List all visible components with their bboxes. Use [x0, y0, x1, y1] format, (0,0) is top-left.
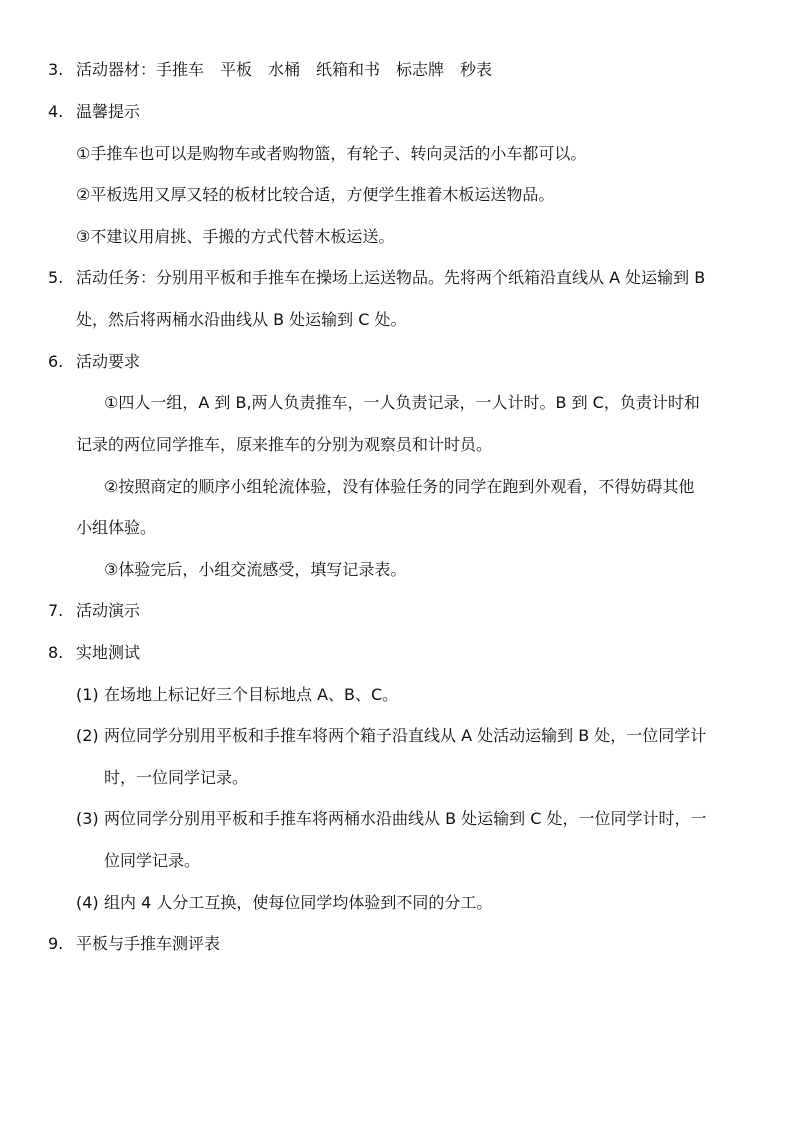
list-number: 9. — [48, 934, 64, 953]
sub-list-text-continued: 时，一位同学记录。 — [104, 768, 249, 787]
list-item-text: 活动任务：分别用平板和手推车在操场上运送物品。先将两个纸箱沿直线从 A 处运输到 B — [76, 268, 706, 287]
sub-list-text: 在场地上标记好三个目标地点 A、B、C。 — [104, 685, 399, 704]
sub-list-number: (1) — [76, 685, 99, 704]
requirement-text-continued: 小组体验。 — [76, 518, 157, 537]
requirement-text: ②按照商定的顺序小组轮流体验，没有体验任务的同学在跑到外观看，不得妨碍其他 — [104, 477, 695, 496]
list-item-text: 温馨提示 — [76, 102, 141, 121]
tip-text: ③不建议用肩挑、手搬的方式代替木板运送。 — [76, 227, 395, 246]
list-item-text: 实地测试 — [76, 643, 141, 662]
list-item-text: 平板与手推车测评表 — [76, 934, 221, 953]
list-item-text: 活动演示 — [76, 601, 141, 620]
list-number: 7. — [48, 601, 64, 620]
list-number: 5. — [48, 268, 64, 287]
requirement-text: ①四人一组，A 到 B,两人负责推车，一人负责记录，一人计时。B 到 C，负责计时和 — [104, 393, 700, 412]
tip-text: ①手推车也可以是购物车或者购物篮，有轮子、转向灵活的小车都可以。 — [76, 144, 587, 163]
list-number: 6. — [48, 352, 64, 371]
requirement-text: ③体验完后，小组交流感受，填写记录表。 — [104, 560, 407, 579]
list-number: 4. — [48, 102, 64, 121]
sub-list-text: 组内 4 人分工互换，使每位同学均体验到不同的分工。 — [104, 893, 493, 912]
list-number: 3. — [48, 60, 64, 79]
list-item-text: 活动要求 — [76, 352, 141, 371]
tip-text: ②平板选用又厚又轻的板材比较合适，方便学生推着木板运送物品。 — [76, 185, 555, 204]
requirement-text-continued: 记录的两位同学推车，原来推车的分别为观察员和计时员。 — [76, 435, 493, 454]
list-item-text-continued: 处，然后将两桶水沿曲线从 B 处运输到 C 处。 — [76, 310, 407, 329]
sub-list-number: (3) — [76, 809, 99, 828]
list-number: 8. — [48, 643, 64, 662]
sub-list-text: 两位同学分别用平板和手推车将两桶水沿曲线从 B 处运输到 C 处，一位同学计时，一 — [104, 809, 707, 828]
sub-list-number: (4) — [76, 893, 99, 912]
sub-list-text: 两位同学分别用平板和手推车将两个箱子沿直线从 A 处活动运输到 B 处，一位同学计 — [104, 726, 707, 745]
list-item-text: 活动器材：手推车 平板 水桶 纸箱和书 标志牌 秒表 — [76, 60, 493, 79]
sub-list-text-continued: 位同学记录。 — [104, 851, 201, 870]
sub-list-number: (2) — [76, 726, 99, 745]
